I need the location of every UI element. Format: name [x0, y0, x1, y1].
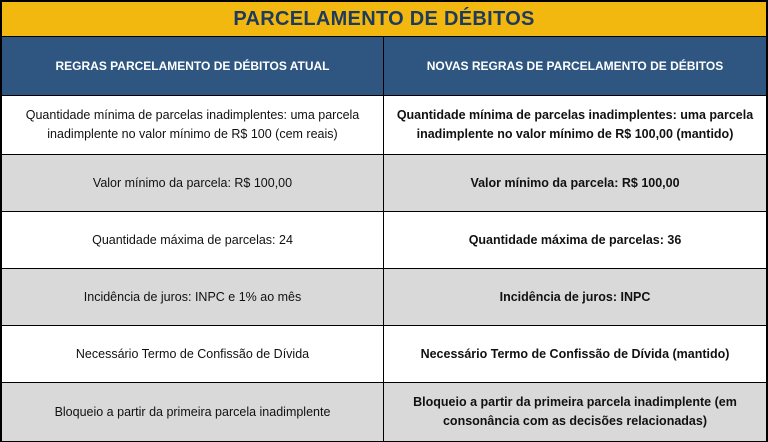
table-row — [2, 269, 766, 325]
cell-new: Bloqueio a partir da primeira parcela inadimplente (em consonância com as decisões relacionadas) — [384, 383, 766, 441]
cell-current: Bloqueio a partir da primeira parcela inadimplente — [2, 383, 383, 441]
table-row — [2, 212, 766, 268]
cell-current: Quantidade mínima de parcelas inadimplentes: uma parcela inadimplente no valor mínimo de R$ 100 (cem reais) — [2, 96, 383, 154]
cell-new: Necessário Termo de Confissão de Dívida (mantido) — [384, 326, 766, 382]
cell-new: Quantidade mínima de parcelas inadimplentes: uma parcela inadimplente no valor mínimo de R$ 100,00 (mantido) — [384, 96, 766, 154]
table-title: PARCELAMENTO DE DÉBITOS — [2, 2, 766, 36]
table-row — [2, 326, 766, 382]
table-row — [2, 96, 766, 154]
header-row — [2, 37, 766, 95]
cell-current: Necessário Termo de Confissão de Dívida — [2, 326, 383, 382]
header-current-rules: REGRAS PARCELAMENTO DE DÉBITOS ATUAL — [2, 37, 383, 95]
cell-new: Quantidade máxima de parcelas: 36 — [384, 212, 766, 268]
cell-new: Incidência de juros: INPC — [384, 269, 766, 325]
cell-new: Valor mínimo da parcela: R$ 100,00 — [384, 155, 766, 211]
cell-current: Quantidade máxima de parcelas: 24 — [2, 212, 383, 268]
table-row — [2, 383, 766, 441]
table-body — [2, 96, 766, 442]
cell-current: Valor mínimo da parcela: R$ 100,00 — [2, 155, 383, 211]
header-new-rules: NOVAS REGRAS DE PARCELAMENTO DE DÉBITOS — [384, 37, 766, 95]
cell-current: Incidência de juros: INPC e 1% ao mês — [2, 269, 383, 325]
table-row — [2, 155, 766, 211]
